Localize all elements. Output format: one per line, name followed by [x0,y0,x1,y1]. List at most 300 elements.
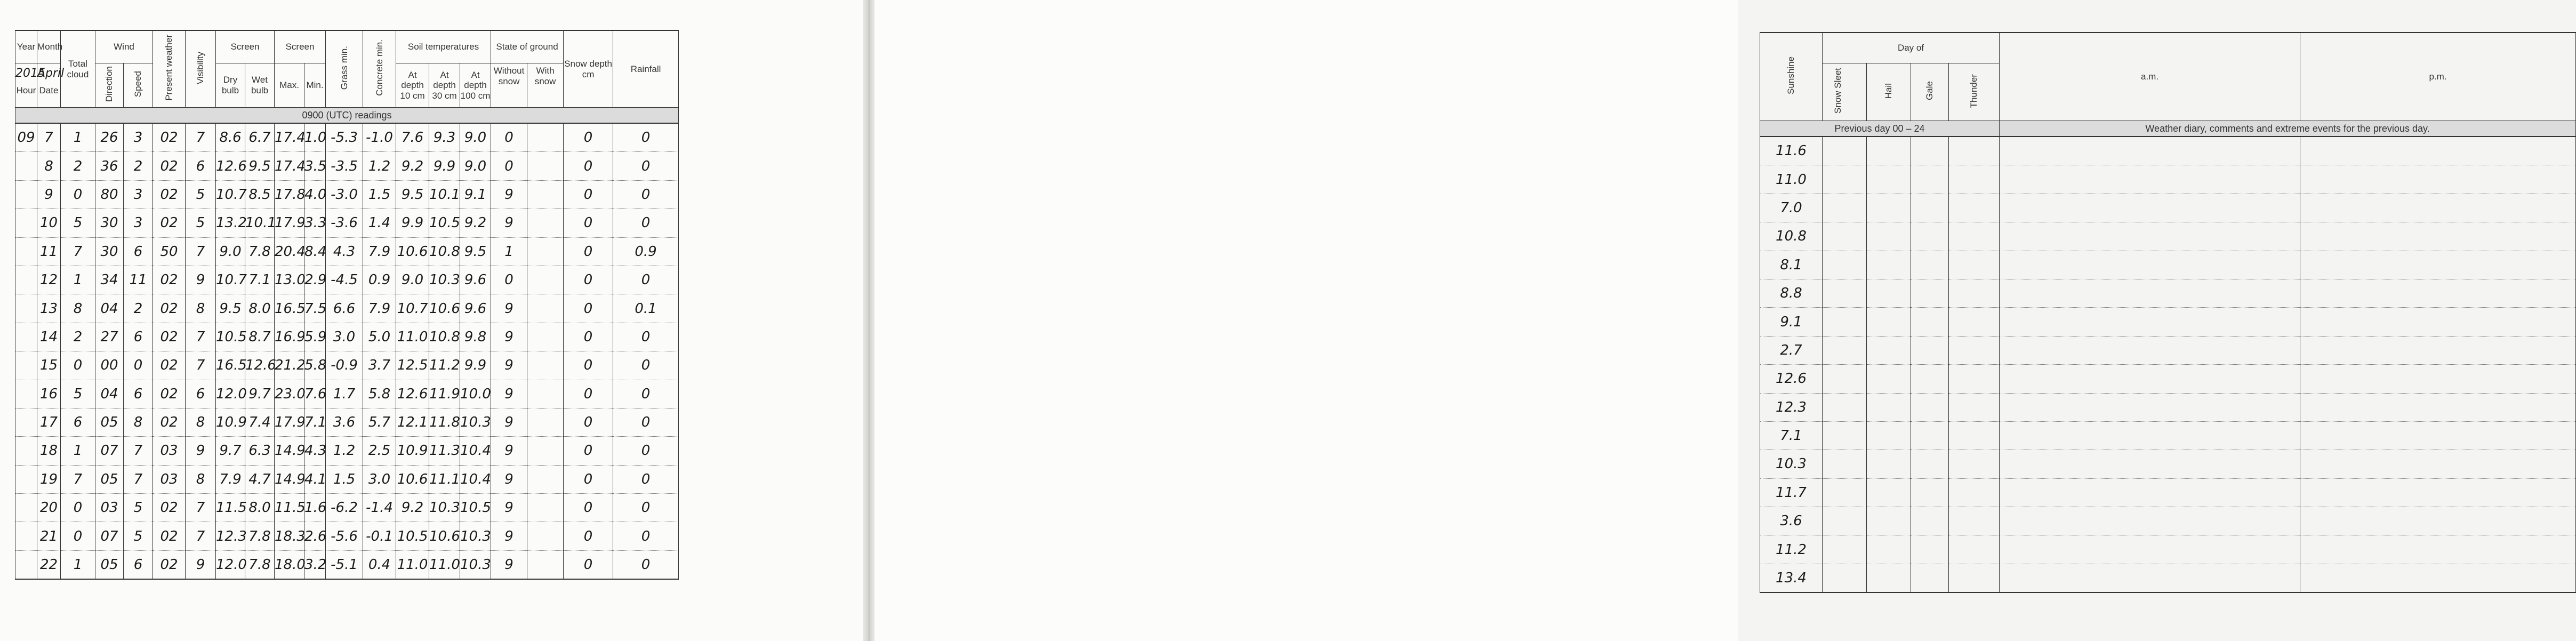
date-cell: 12 [37,266,61,294]
concrete-cell: 0.4 [363,550,396,579]
diary-cell [1823,336,1867,364]
snow-cell: 0 [564,550,613,579]
ground-cell: 9 [491,209,527,237]
max-cell: 18.0 [275,550,304,579]
diary-cell [1911,251,1949,279]
grass-cell: 1.7 [326,380,363,408]
table-row [15,323,855,351]
speed-cell: 7 [124,465,153,493]
s10-cell: 12.6 [396,380,429,408]
diary-cell [1911,222,1949,251]
date-cell: 8 [37,152,61,180]
min-cell: 2.6 [304,522,326,550]
diary-cell [1867,478,1911,507]
dir-cell: 07 [95,437,124,465]
diary-cell [1911,194,1949,222]
dir-cell: 30 [95,209,124,237]
diary-table [1760,32,2576,593]
s10-cell: 10.6 [396,465,429,493]
speed-cell: 6 [124,237,153,266]
rain-cell: 0 [613,123,679,152]
concrete-cell: 3.0 [363,465,396,493]
wet-cell: 7.8 [245,237,275,266]
visibility-header: Visibility [186,30,216,108]
rain-cell: 0 [613,351,679,380]
vis-cell: 5 [186,209,216,237]
dir-cell: 00 [95,351,124,380]
s30-cell: 10.3 [429,266,460,294]
cloud-cell: 1 [61,437,95,465]
s30-cell: 10.1 [429,180,460,209]
diary-cell [2000,222,2300,251]
grass-cell: -0.9 [326,351,363,380]
withsnow-cell [527,380,564,408]
snow-cell: 0 [564,522,613,550]
diary-cell [1949,535,2000,564]
wet-cell: 6.3 [245,437,275,465]
diary-cell [2000,251,2300,279]
s30-cell: 9.9 [429,152,460,180]
hour-cell [15,180,37,209]
date-cell: 21 [37,522,61,550]
vis-cell: 9 [186,266,216,294]
s10-cell: 11.0 [396,550,429,579]
hour-cell [15,550,37,579]
diary-cell [2000,365,2300,393]
max-cell: 17.8 [275,180,304,209]
weather-cell: 02 [153,123,186,152]
rain-cell: 0 [613,465,679,493]
weather-cell: 02 [153,550,186,579]
min-cell: 3.3 [304,209,326,237]
speed-cell: 5 [124,494,153,522]
withsnow-cell [527,266,564,294]
s100-cell: 9.0 [460,123,491,152]
vis-cell: 6 [186,152,216,180]
grass-cell: -5.6 [326,522,363,550]
diary-cell [1949,308,2000,336]
min-cell: 3.5 [304,152,326,180]
month-value: April [37,67,65,80]
diary-cell [1949,365,2000,393]
dir-cell: 04 [95,380,124,408]
sunshine-cell: 7.0 [1760,194,1823,222]
s30-cell: 11.8 [429,408,460,436]
snow-cell: 0 [564,209,613,237]
year-hour-cell [15,63,45,108]
withsnow-cell [527,237,564,266]
grass-cell: -3.5 [326,152,363,180]
diary-cell [2000,165,2300,194]
cloud-cell: 7 [61,465,95,493]
month-date-cell [37,63,65,108]
dry-cell: 12.6 [216,152,245,180]
withsnow-cell [527,123,564,152]
min-cell: 7.1 [304,408,326,436]
s100-cell: 9.2 [460,209,491,237]
date-cell: 9 [37,180,61,209]
withsnow-cell [527,323,564,351]
hour-cell [15,294,37,323]
hour-cell [15,152,37,180]
diary-row [1760,137,2576,165]
withsnow-cell [527,550,564,579]
max-cell: 17.9 [275,408,304,436]
grass-min-header: Grass min. [326,30,363,108]
diary-cell [2000,478,2300,507]
s100-cell: 10.0 [460,380,491,408]
table-row [15,494,855,522]
dir-cell: 30 [95,237,124,266]
diary-cell [2000,507,2300,535]
grass-cell: 1.5 [326,465,363,493]
diary-caption: Weather diary, comments and extreme events for the previous day. [2000,121,2576,137]
depth-10-header: At depth 10 cm [396,63,429,108]
diary-cell [1823,365,1867,393]
concrete-cell: 7.9 [363,237,396,266]
diary-cell [1867,251,1911,279]
min-cell: 8.4 [304,237,326,266]
withsnow-cell [527,494,564,522]
diary-row [1760,165,2576,194]
rainfall-header: Rainfall [613,30,679,108]
weather-cell: 02 [153,152,186,180]
diary-cell [1911,564,1949,592]
max-cell: 16.5 [275,294,304,323]
weather-cell: 03 [153,465,186,493]
diary-cell [2300,450,2576,478]
hour-header: Hour [16,85,36,96]
weather-cell: 03 [153,437,186,465]
concrete-cell: 5.0 [363,323,396,351]
wet-cell: 12.6 [245,351,275,380]
diary-row [1760,478,2576,507]
snow-cell: 0 [564,152,613,180]
cloud-cell: 2 [61,152,95,180]
vis-cell: 9 [186,437,216,465]
dry-cell: 9.7 [216,437,245,465]
max-header: Max. [275,63,304,108]
screen-temp-header: Screen [275,30,326,63]
vis-cell: 7 [186,123,216,152]
book-gutter [863,0,876,641]
table-row [15,351,855,380]
diary-cell [1911,165,1949,194]
min-cell: 5.9 [304,323,326,351]
speed-cell: 6 [124,380,153,408]
diary-cell [1867,535,1911,564]
speed-cell: 7 [124,437,153,465]
diary-cell [1911,421,1949,450]
weather-cell: 02 [153,522,186,550]
vis-cell: 5 [186,180,216,209]
diary-cell [1911,393,1949,421]
min-cell: 7.6 [304,380,326,408]
snow-cell: 0 [564,465,613,493]
ground-cell: 9 [491,180,527,209]
max-cell: 14.9 [275,465,304,493]
am-header: a.m. [2000,33,2300,121]
max-cell: 18.3 [275,522,304,550]
wind-header: Wind [95,30,153,63]
grass-cell: 1.2 [326,437,363,465]
vis-cell: 8 [186,465,216,493]
ground-cell: 9 [491,550,527,579]
s100-cell: 9.5 [460,237,491,266]
withsnow-cell [527,351,564,380]
sunshine-cell: 8.8 [1760,279,1823,307]
diary-cell [2300,222,2576,251]
sunshine-cell: 10.8 [1760,222,1823,251]
diary-row [1760,450,2576,478]
max-cell: 16.9 [275,323,304,351]
diary-cell [2000,450,2300,478]
snow-cell: 0 [564,237,613,266]
s100-cell: 9.1 [460,180,491,209]
concrete-min-header: Concrete min. [363,30,396,108]
vis-cell: 7 [186,522,216,550]
diary-cell [1949,393,2000,421]
diary-cell [1823,308,1867,336]
date-cell: 22 [37,550,61,579]
month-header: Month [37,30,61,63]
dry-cell: 13.2 [216,209,245,237]
wet-cell: 10.1 [245,209,275,237]
rain-cell: 0 [613,522,679,550]
diary-cell [2300,137,2576,165]
table-row [15,380,855,408]
dir-cell: 05 [95,408,124,436]
cloud-cell: 5 [61,209,95,237]
max-cell: 11.5 [275,494,304,522]
date-cell: 19 [37,465,61,493]
grass-cell: 3.0 [326,323,363,351]
dry-cell: 10.7 [216,180,245,209]
diary-cell [1949,251,2000,279]
withsnow-cell [527,408,564,436]
withsnow-cell [527,465,564,493]
diary-cell [1867,336,1911,364]
diary-cell [2000,393,2300,421]
vis-cell: 7 [186,351,216,380]
sunshine-cell: 11.0 [1760,165,1823,194]
dir-cell: 04 [95,294,124,323]
diary-cell [2300,308,2576,336]
diary-cell [1867,365,1911,393]
max-cell: 20.4 [275,237,304,266]
diary-cell [1823,564,1867,592]
concrete-cell: 0.9 [363,266,396,294]
speed-header: Speed [124,63,153,108]
s10-cell: 9.9 [396,209,429,237]
ground-cell: 9 [491,380,527,408]
table-row [15,123,855,152]
sunshine-cell: 2.7 [1760,336,1823,364]
dry-cell: 9.0 [216,237,245,266]
max-cell: 17.4 [275,123,304,152]
diary-cell [2000,336,2300,364]
diary-cell [1949,194,2000,222]
year-value: 2015 [15,67,45,80]
diary-cell [1949,564,2000,592]
diary-cell [1867,165,1911,194]
withsnow-cell [527,180,564,209]
snow-cell: 0 [564,351,613,380]
max-cell: 14.9 [275,437,304,465]
hour-cell: 09 [15,123,37,152]
diary-cell [2000,535,2300,564]
grass-cell: 3.6 [326,408,363,436]
diary-row [1760,564,2576,592]
ground-cell: 9 [491,437,527,465]
right-page [874,0,2447,641]
previous-day-caption: Previous day 00 – 24 [1760,121,2000,137]
table-row [15,152,855,180]
s100-cell: 9.0 [460,152,491,180]
s100-cell: 10.3 [460,522,491,550]
concrete-cell: 3.7 [363,351,396,380]
min-cell: 1.6 [304,494,326,522]
speed-cell: 3 [124,209,153,237]
table-row [15,294,855,323]
snow-sleet-header: Snow Sleet [1823,63,1867,121]
diary-row [1760,365,2576,393]
withsnow-cell [527,152,564,180]
thunder-header: Thunder [1949,63,2000,121]
max-cell: 21.2 [275,351,304,380]
wet-cell: 8.5 [245,180,275,209]
s30-cell: 10.6 [429,294,460,323]
wet-cell: 8.7 [245,323,275,351]
diary-cell [1949,279,2000,307]
diary-cell [2300,251,2576,279]
diary-cell [1911,336,1949,364]
min-cell: 1.0 [304,123,326,152]
snow-cell: 0 [564,494,613,522]
diary-cell [2300,535,2576,564]
s10-cell: 12.5 [396,351,429,380]
ground-cell: 9 [491,294,527,323]
cloud-cell: 1 [61,266,95,294]
concrete-cell: 2.5 [363,437,396,465]
rain-cell: 0 [613,408,679,436]
speed-cell: 6 [124,550,153,579]
weather-cell: 02 [153,180,186,209]
diary-cell [2300,564,2576,592]
diary-cell [1949,421,2000,450]
ground-cell: 9 [491,465,527,493]
grass-cell: 6.6 [326,294,363,323]
dry-cell: 10.9 [216,408,245,436]
max-cell: 17.9 [275,209,304,237]
s10-cell: 12.1 [396,408,429,436]
s30-cell: 11.2 [429,351,460,380]
dir-cell: 07 [95,522,124,550]
s10-cell: 10.6 [396,237,429,266]
cloud-cell: 5 [61,380,95,408]
concrete-cell: 1.5 [363,180,396,209]
table-row [15,237,855,266]
diary-row [1760,336,2576,364]
cloud-cell: 0 [61,522,95,550]
date-header: Date [39,85,59,96]
diary-cell [1823,507,1867,535]
concrete-cell: -1.0 [363,123,396,152]
s100-cell: 9.8 [460,323,491,351]
day-of-header: Day of [1823,33,2000,63]
s10-cell: 9.2 [396,152,429,180]
diary-cell [1949,165,2000,194]
weather-cell: 02 [153,351,186,380]
weather-cell: 02 [153,494,186,522]
dry-bulb-header: Dry bulb [216,63,245,108]
snow-cell: 0 [564,380,613,408]
concrete-cell: 5.8 [363,380,396,408]
sunshine-cell: 7.1 [1760,421,1823,450]
s100-cell: 9.9 [460,351,491,380]
pm-header: p.m. [2300,33,2576,121]
wet-bulb-header: Wet bulb [245,63,275,108]
cloud-cell: 8 [61,294,95,323]
min-cell: 4.1 [304,465,326,493]
wet-cell: 6.7 [245,123,275,152]
diary-cell [1823,535,1867,564]
dry-cell: 10.7 [216,266,245,294]
sunshine-cell: 13.4 [1760,564,1823,592]
dir-cell: 80 [95,180,124,209]
date-cell: 11 [37,237,61,266]
date-cell: 20 [37,494,61,522]
diary-cell [2000,137,2300,165]
speed-cell: 2 [124,152,153,180]
rain-cell: 0.1 [613,294,679,323]
min-cell: 7.5 [304,294,326,323]
diary-cell [1823,478,1867,507]
cloud-cell: 0 [61,351,95,380]
diary-cell [2000,194,2300,222]
s30-cell: 10.8 [429,237,460,266]
diary-cell [1867,564,1911,592]
diary-cell [1911,507,1949,535]
grass-cell: -4.5 [326,266,363,294]
diary-cell [1949,137,2000,165]
hour-cell [15,465,37,493]
s10-cell: 11.0 [396,323,429,351]
date-cell: 18 [37,437,61,465]
speed-cell: 8 [124,408,153,436]
diary-cell [1823,421,1867,450]
vis-cell: 7 [186,323,216,351]
soil-temperatures-header: Soil temperatures [396,30,491,63]
diary-cell [2300,279,2576,307]
observation-table [15,30,855,580]
diary-cell [1949,507,2000,535]
date-cell: 17 [37,408,61,436]
cloud-cell: 2 [61,323,95,351]
weather-cell: 02 [153,323,186,351]
without-snow-header: Without snow [491,63,527,108]
diary-cell [1867,137,1911,165]
diary-cell [2000,564,2300,592]
left-page [0,0,864,641]
s100-cell: 10.4 [460,437,491,465]
diary-cell [1867,222,1911,251]
s10-cell: 9.5 [396,180,429,209]
diary-cell [2300,165,2576,194]
s10-cell: 9.0 [396,266,429,294]
diary-cell [2000,279,2300,307]
sunshine-header: Sunshine [1760,33,1823,121]
